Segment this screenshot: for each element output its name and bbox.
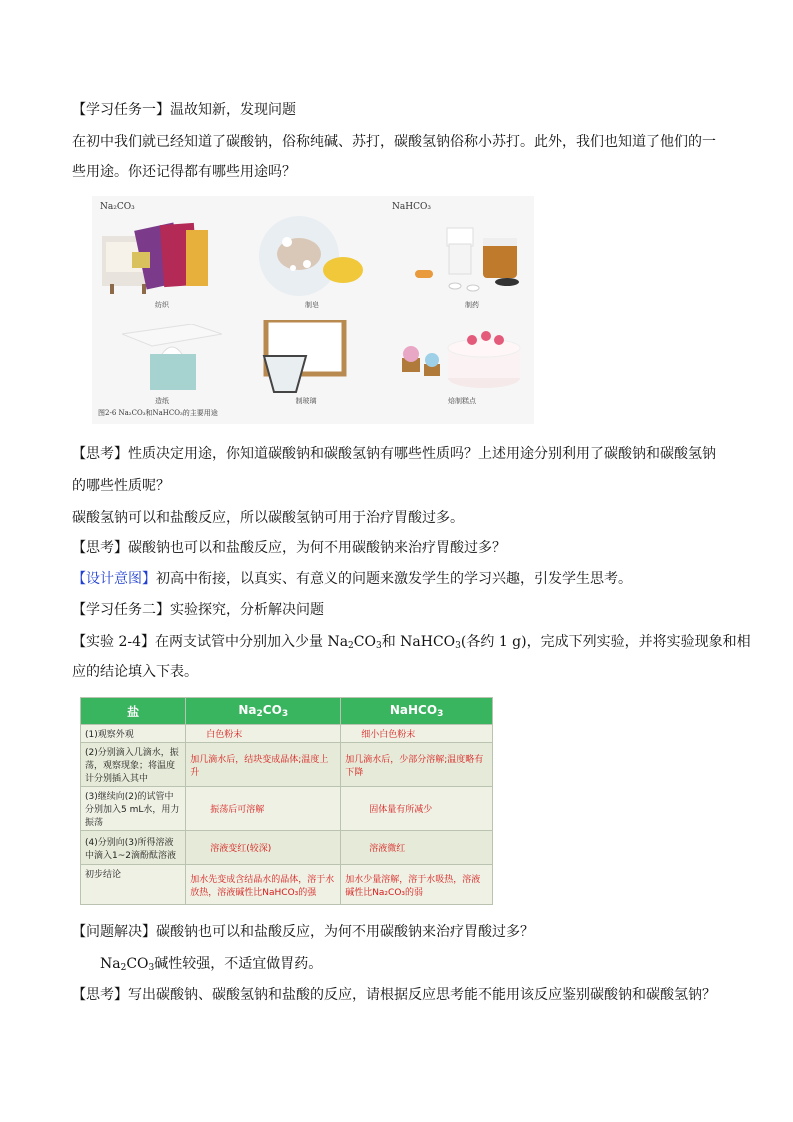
row-nahco3: 固体量有所减少 [341, 787, 493, 831]
experiment-text-b: CO [353, 634, 376, 650]
table-row [81, 831, 493, 865]
table-header-row [81, 698, 493, 725]
think1-answer: 碳酸氢钠可以和盐酸反应，所以碳酸氢钠可用于治疗胃酸过多。 [72, 510, 464, 526]
sub-2: 2 [348, 641, 354, 651]
figure-na2co3-label: Na₂CO₃ [100, 202, 135, 212]
row-nahco3: 加几滴水后，少部分溶解;温度略有下降 [341, 743, 493, 787]
row-label: 初步结论 [81, 865, 186, 905]
think3-text: 写出碳酸钠、碳酸氢钠和盐酸的反应，请根据反应思考能不能用该反应鉴别碳酸钠和碳酸氢钠？ [128, 987, 716, 1003]
caption-medicine: 制药 [465, 301, 479, 309]
answer-c: 碱性较强，不适宜做胃药。 [154, 956, 323, 972]
caption-glass: 制玻璃 [295, 397, 317, 405]
problem-line [72, 922, 534, 942]
answer-sub2: 2 [120, 963, 127, 973]
row-label: (4)分别向(3)所得溶液中滴入1~2滴酚酞溶液 [81, 831, 186, 865]
header-nahco3 [341, 698, 493, 725]
figure-caption: 图2-6 Na₂CO₃和NaHCO₃的主要用途 [98, 409, 218, 417]
problem-answer [100, 954, 322, 978]
header-sub3: 3 [281, 709, 289, 719]
table-row [81, 743, 493, 787]
task2-heading-text: 实验探究，分析解决问题 [170, 602, 324, 618]
problem-text: 碳酸钠也可以和盐酸反应，为何不用碳酸钠来治疗胃酸过多？ [156, 924, 534, 940]
row-nahco3: 加水少量溶解，溶于水吸热，溶液碱性比Na₂CO₃的弱 [341, 865, 493, 905]
header-na2co3-a: Na [238, 703, 257, 717]
row-nahco3: 溶液微红 [341, 831, 493, 865]
task2-heading-bracket: 【学习任务二】 [72, 602, 170, 618]
experiment-text-a: 在两支试管中分别加入少量 Na [155, 634, 349, 650]
caption-textile: 纺织 [155, 301, 169, 309]
medicine-image [397, 218, 527, 298]
row-na2co3: 加水先变成含结晶水的晶体，溶于水放热，溶液碱性比NaHCO₃的强 [186, 865, 341, 905]
think3-bracket: 【思考】 [72, 987, 128, 1003]
task1-paragraph-line1: 在初中我们就已经知道了碳酸钠，俗称纯碱、苏打，碳酸氢钠俗称小苏打。此外，我们也知道了他们的一 [72, 134, 716, 150]
paper-image [122, 324, 222, 394]
problem-bracket: 【问题解决】 [72, 924, 156, 940]
think2-bracket: 【思考】 [72, 540, 128, 556]
answer-a: Na [100, 956, 121, 972]
think1-text1: 性质决定用途，你知道碳酸钠和碳酸氢钠有哪些性质吗？上述用途分别利用了碳酸钠和碳酸氢钠 [128, 446, 716, 462]
row-na2co3: 白色粉末 [186, 725, 341, 743]
experiment-line2: 应的结论填入下表。 [72, 664, 198, 680]
design-text: 初高中衔接，以真实、有意义的问题来激发学生的学习兴趣，引发学生思考。 [156, 571, 632, 587]
table-row [81, 865, 493, 905]
uses-figure [92, 196, 534, 424]
caption-paper: 造纸 [155, 397, 169, 405]
experiment-text-c: 和 NaHCO [381, 634, 456, 650]
row-label: (2)分别滴入几滴水，振荡，观察现象；将温度计分别插入其中 [81, 743, 186, 787]
task1-heading-bracket: 【学习任务一】 [72, 102, 170, 118]
row-na2co3: 加几滴水后，结块变成晶体;温度上升 [186, 743, 341, 787]
table-row [81, 787, 493, 831]
header-salt: 盐 [81, 698, 186, 725]
row-label: (3)继续向(2)的试管中分别加入5 mL水，用力振荡 [81, 787, 186, 831]
task1-heading-text: 温故知新，发现问题 [170, 102, 296, 118]
sub-3b: 3 [455, 641, 461, 651]
header-sub3b: 3 [437, 709, 444, 719]
task2-heading [72, 600, 324, 620]
header-nahco3-a: NaHCO [389, 703, 438, 717]
think1-line2: 的哪些性质呢？ [72, 478, 170, 494]
answer-sub3: 3 [148, 963, 155, 973]
experiment-bracket: 【实验 2-4】 [72, 634, 155, 650]
figure-nahco3-label: NaHCO₃ [392, 202, 431, 212]
header-na2co3 [186, 698, 341, 725]
caption-cake: 焙制糕点 [448, 397, 476, 405]
row-nahco3: 细小白色粉末 [341, 725, 493, 743]
header-sub2: 2 [256, 709, 263, 719]
caption-soap: 制皂 [305, 301, 319, 309]
think1-line1 [72, 444, 716, 464]
task1-heading [72, 100, 296, 120]
textile-image [102, 216, 212, 296]
table-row [81, 725, 493, 743]
sub-3: 3 [375, 641, 382, 651]
row-na2co3: 振荡后可溶解 [186, 787, 341, 831]
soap-image [257, 214, 367, 298]
think3-line [72, 985, 716, 1005]
think2-text: 碳酸钠也可以和盐酸反应，为何不用碳酸钠来治疗胃酸过多？ [128, 540, 506, 556]
experiment-line1 [72, 632, 751, 656]
think1-bracket: 【思考】 [72, 446, 128, 462]
cake-image [402, 322, 522, 394]
design-bracket: 【设计意图】 [72, 571, 156, 587]
experiment-table [80, 697, 493, 905]
header-na2co3-b: CO [262, 703, 282, 717]
answer-b: CO [126, 956, 149, 972]
design-line [72, 569, 632, 589]
experiment-text-d: (各约 1 g)，完成下列实验，并将实验现象和相 [460, 634, 751, 650]
glass-image [260, 320, 350, 396]
row-label: (1)观察外观 [81, 725, 186, 743]
row-na2co3: 溶液变红(较深) [186, 831, 341, 865]
task1-paragraph-line2: 些用途。你还记得都有哪些用途吗？ [72, 164, 296, 180]
think2-line [72, 538, 506, 558]
